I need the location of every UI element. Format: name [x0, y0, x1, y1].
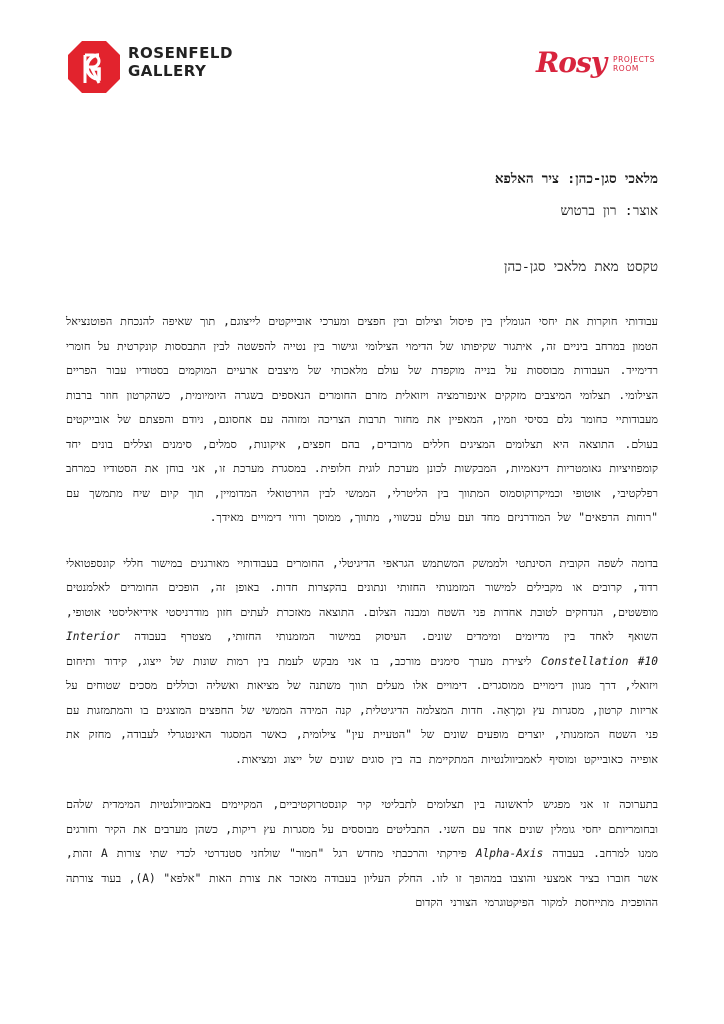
- paragraph-3-part1: בתערוכה זו אני מפגיש לראשונה בין תצלומים לתבליטי קיר קונסטרוקטיביים, המקיימים באמביוולנטיות המימדית שלהם ובחומריותם יחסי גומלין שונים אחד עם השני. התבליטים מבוססים על מסגרות עץ ריקות, כשהן מערבים את הקיר וחורגים ממנו למרחב. בעבודה: [66, 798, 658, 860]
- paragraph-2-part1: בדומה לשפה הקובית הסינתטי ולממשק המשתמש הגראפי הדיגיטלי, החומרים בעבודותיי מאורגנים במישור חללי קונספטואלי רדוד, קרובים או מקבילים למישור המזמנותי החזותי ונתונים בהקצרות חדות. באופן זה, הופכים החומרים לאלמנטים מופשטים, הנדחקים לטובת אחדות פני השטח ומבנה הצלום. התוצאה מאזכרת לעתים חזון מודרניסטי אידיאליסטי אוטופי, השואף לאחד בין מדיומים ומימדים שונים. העיסוק במישור המזמנותי החזותי, מצטרף בעבודה: [66, 556, 658, 643]
- work-title-interior-constellation: Interior Constellation #10: [66, 630, 658, 668]
- gallery-name-line1: ROSENFELD: [128, 44, 233, 62]
- paragraph-3-part2: פירקתי והרכבתי מחדש רגל "חמור" שולחני סטנדרטי לכדי שתי צורות A זהות, אשר חוברו בציר אמצעי והוצבו במהופך זו לזו. החלק העליון בעבודה מאזכר את צורת האות "אלפא" (A), בעוד צורתה ההופכית מתייחסת למקור הפיקטוגרמי הצורני הקדום: [66, 847, 659, 909]
- work-title-alpha-axis: Alpha-Axis: [475, 847, 544, 860]
- curator-line: אוצר: רון ברטוש: [560, 203, 658, 219]
- partner-sub-line1: PROJECTS: [613, 55, 655, 64]
- document-body: [66, 170, 658, 916]
- rosy-wordmark: Rosy: [536, 46, 606, 79]
- partner-sub-line2: ROOM: [613, 64, 639, 73]
- gallery-name-line2: GALLERY: [128, 62, 207, 80]
- exhibition-title: מלאכי סגן-כהן: ציר האלפא: [494, 171, 658, 187]
- paragraph-3: [66, 793, 658, 916]
- rg-monogram-icon: [68, 41, 120, 93]
- text-author-line: טקסט מאת מלאכי סגן-כהן: [504, 259, 658, 275]
- paragraph-1: עבודותי חוקרות את יחסי הגומלין בין פיסול וצילום ובין חפצים ומערכי אובייקטים לייצוגם, תוך שאיפה להנכחת הפוטנציאל הטמון במרחב ביניים זה, איתגור שקיפותו של הדימוי הצילומי וגישור בין נטייה להפשטה לבין התבססות קונקרטית על חומרי רדימייד. העבודות מבוססות על בנייה מוקפדת של עולם מלאכותי של מיצבים ארעיים המוקמים בסטודיו עבור הפריים הצילומי. תצלומי המיצבים מזקקים אינפורמציה ויזואלית מזרם החומרים הנאספים בשגרה היומיומית, כשהקרטון חוזר ברבות מעבודותיי כחומר גלם בסיסי וזמין, המאפיין את מחזור תרבות הצריכה ומזוהה עם אחסונם, ניודם והפצתם של אובייקטים בעולם. התוצאה היא תצלומים המציגים חללים מרובדים, בהם חפצים, איקונות, סמלים, סימנים וצללים בונים יחד קומפוזיציות גאומטריות דינאמיות, המבקשות לכונן מערכת לוגית חלופית. במסגרת מערכת זו, אני בוחן את הסטודיו כמרחב רפלקטיבי, אוטופי וכמיקרוקוסמוס המתווך בין הליטרלי, הממשי לבין הוירטואלי המדומיין, תוך קיום שיח מתמשך עם "רוחות הרפאים" של המודרניזם מחד ועם עולם עכשווי, מתווך, ממוסך ורווי דימויים מאידך.: [66, 315, 658, 524]
- paragraph-2: [66, 552, 658, 773]
- projects-room-label: [613, 55, 655, 73]
- rosy-projects-room-logo: [536, 46, 666, 86]
- rosenfeld-gallery-logo: [68, 41, 268, 93]
- gallery-name: [128, 44, 233, 80]
- paragraph-2-part2: ליצירת מערך סימנים מורכב, בו אני מבקש לעמת בין רמות שונות של ייצוג, קידוד ותיחום ויזואלי, דרך מגוון דימויים ממוסגרים. דימויים אלו מעלים תווך משתנה של מציאות ואשליה וכוללים מסכים שטוחים על אריזות קרטון, מסגרות עץ ומַרְאָה. חדות המצלמה הדיגיטלית, קנה המידה הממשי של החפצים המוצגים בו והמתמזגות עם פני השטח המזמנותי, יוצרים מופעים שונים של "הטעיית עין" צילומית, כאשר המסגור האינטגרלי לעבודה, מחזק את אופייה כאובייקט ומוסיף לאמביוולנטיות המתקיימת בה בין סוגים שונים של ייצוג ומציאות.: [66, 654, 658, 766]
